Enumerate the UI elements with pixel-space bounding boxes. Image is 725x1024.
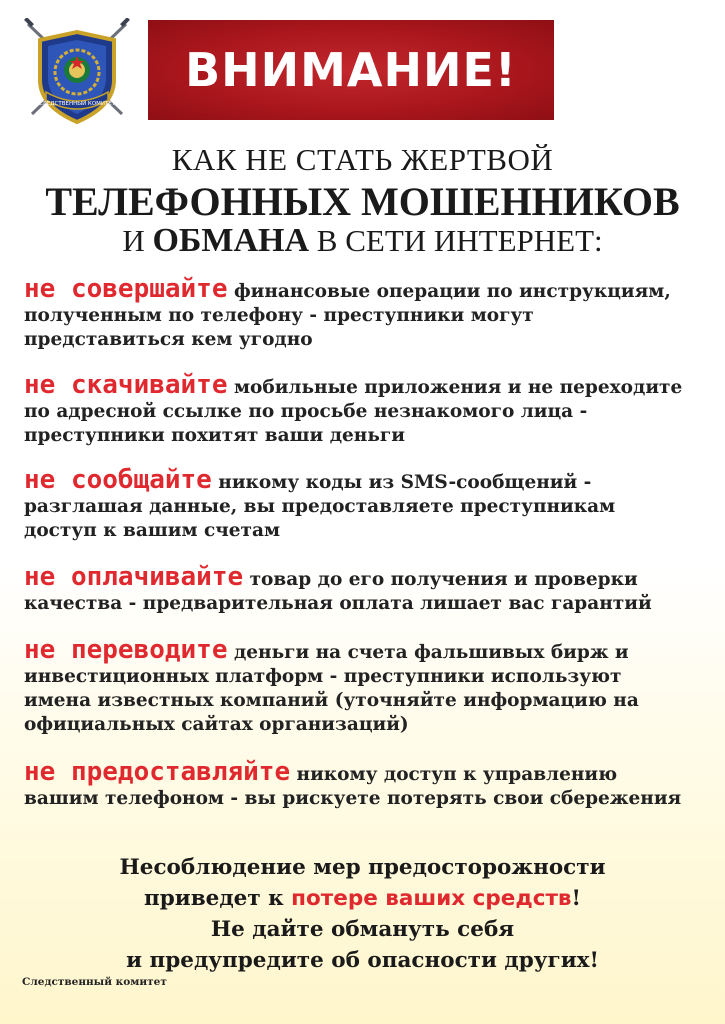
rule-keyword: не предоставляйте <box>24 757 291 787</box>
closing-line-2-pre: приведет к <box>143 886 292 911</box>
closing-line-2-highlight: потере ваших средств <box>291 886 572 911</box>
attention-banner-label: ВНИМАНИЕ! <box>185 43 517 97</box>
emblem-ribbon-text: СЛЕДСТВЕННЫЙ КОМИТЕТ <box>38 101 116 107</box>
rule-keyword: не сообщайте <box>24 465 212 495</box>
title-line-3-post: В СЕТИ ИНТЕРНЕТ: <box>309 223 603 258</box>
rule-keyword: не скачивайте <box>24 370 228 400</box>
title-line-3-pre: И <box>122 223 153 258</box>
rule-keyword: не оплачивайте <box>24 562 244 592</box>
closing-line-2-post: ! <box>571 886 581 911</box>
rule-text: никому коды из SMS-сообщений - разглашая данные, вы предоставляете преступникам доступ к вашим счетам <box>24 472 616 541</box>
rule-block-1 <box>24 274 689 352</box>
title-line-2: ТЕЛЕФОННЫХ МОШЕННИКОВ <box>45 179 680 224</box>
rule-block-5 <box>24 635 689 737</box>
title-line-1: КАК НЕ СТАТЬ ЖЕРТВОЙ <box>171 142 554 177</box>
closing-line-1: Несоблюдение мер предосторожности <box>119 855 606 880</box>
closing-line-4: и предупредите об опасности других! <box>126 948 599 973</box>
rule-block-6 <box>24 757 689 811</box>
investigative-committee-emblem-icon <box>22 18 132 128</box>
rule-block-3 <box>24 465 689 543</box>
rule-text: мобильные приложения и не переходите по адресной ссылке по просьбе незнакомого лица - преступники похитят ваши деньги <box>24 377 683 446</box>
rule-keyword: не совершайте <box>24 274 228 304</box>
rule-keyword: не переводите <box>24 635 228 665</box>
title-line-3-bold: ОБМАНА <box>152 222 310 259</box>
rule-text: никому доступ к управлению вашим телефоном - вы рискуете потерять свои сбережения <box>24 764 682 809</box>
rule-text: финансовые операции по инструкциям, полученным по телефону - преступники могут представиться кем угодно <box>24 281 671 350</box>
rule-text: товар до его получения и проверки качества - предварительная оплата лишает вас гарантий <box>24 569 652 614</box>
closing-line-2 <box>0 883 725 914</box>
rule-block-4 <box>24 562 689 616</box>
closing-line-3: Не дайте обмануть себя <box>210 917 515 942</box>
rule-text: деньги на счета фальшивых бирж и инвестиционных платформ - преступники используют имена известных компаний (уточняйте информацию на официальных сайтах организаций) <box>24 642 639 735</box>
rule-block-2 <box>24 370 689 448</box>
footer-organization: Следственный комитет <box>22 976 167 988</box>
attention-banner <box>148 20 554 120</box>
title-line-3 <box>0 222 725 260</box>
closing-warning <box>0 852 725 976</box>
